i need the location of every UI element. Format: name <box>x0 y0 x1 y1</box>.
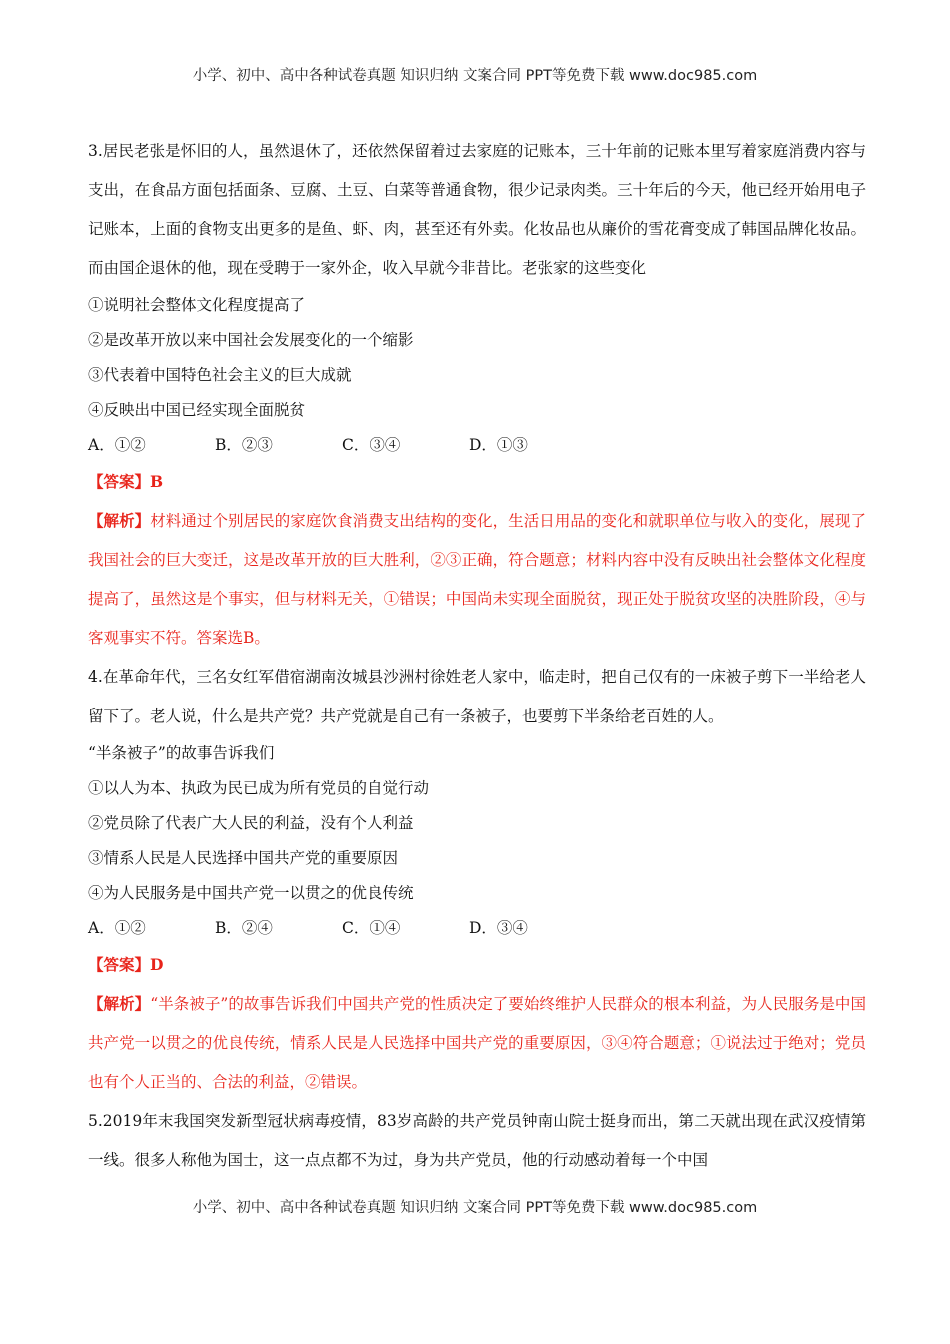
question-4-option-2: ②党员除了代表广大人民的利益，没有个人利益 <box>88 814 414 832</box>
question-4-option-3: ③情系人民是人民选择中国共产党的重要原因 <box>88 849 399 867</box>
question-4 <box>88 658 866 1102</box>
question-3-option-2: ②是改革开放以来中国社会发展变化的一个缩影 <box>88 331 414 349</box>
question-4-option-4: ④为人民服务是中国共产党一以贯之的优良传统 <box>88 884 414 902</box>
question-3-option-4: ④反映出中国已经实现全面脱贫 <box>88 401 306 419</box>
question-4-stem: 4.在革命年代，三名女红军借宿湖南汝城县沙洲村徐姓老人家中，临走时，把自己仅有的一床被子剪下一半给老人留下了。老人说，什么是共产党？共产党就是自己有一条被子，也要剪下半条给老百姓的人。 <box>88 668 866 725</box>
question-3-analysis-text: 材料通过个别居民的家庭饮食消费支出结构的变化，生活日用品的变化和就职单位与收入的变化，展现了我国社会的巨大变迁，这是改革开放的巨大胜利，②③正确，符合题意；材料内容中没有反映出社会整体文化程度提高了，虽然这是个事实，但与材料无关，①错误；中国尚未实现全面脱贫，现正处于脱贫攻坚的决胜阶段，④与客观事实不符。答案选B。 <box>88 512 866 647</box>
question-4-choice-d: D．③④ <box>469 919 528 937</box>
question-4-answer <box>88 946 866 984</box>
page-header: 小学、初中、高中各种试卷真题 知识归纳 文案合同 PPT等免费下载 www.doc985.com <box>192 68 758 84</box>
question-4-answer-value: D <box>150 955 164 974</box>
question-4-choices <box>88 911 866 946</box>
question-3-choice-d: D．①③ <box>469 436 528 454</box>
question-4-choice-a: A．①② <box>88 919 146 937</box>
question-3-answer <box>88 463 866 501</box>
question-3-choices <box>88 428 866 463</box>
question-4-option-1: ①以人为本、执政为民已成为所有党员的自觉行动 <box>88 779 430 797</box>
question-3-choice-b: B．②③ <box>215 436 273 454</box>
question-3-choice-c: C．③④ <box>342 436 401 454</box>
question-4-answer-label: 【答案】 <box>88 955 151 974</box>
question-4-analysis-label: 【解析】 <box>88 994 151 1013</box>
question-3 <box>88 132 866 658</box>
question-3-choice-a: A．①② <box>88 436 146 454</box>
question-4-stem-tail: “半条被子”的故事告诉我们 <box>88 744 275 762</box>
question-3-stem: 3.居民老张是怀旧的人，虽然退休了，还依然保留着过去家庭的记账本，三十年前的记账本里写着家庭消费内容与支出，在食品方面包括面条、豆腐、土豆、白菜等普通食物，很少记录肉类。三十年后的今天，他已经开始用电子记账本，上面的食物支出更多的是鱼、虾、肉，甚至还有外卖。化妆品也从廉价的雪花膏变成了韩国品牌化妆品。而由国企退休的他，现在受聘于一家外企，收入早就今非昔比。老张家的这些变化 <box>88 142 866 277</box>
question-3-option-3: ③代表着中国特色社会主义的巨大成就 <box>88 366 352 384</box>
question-3-answer-value: B <box>150 472 164 491</box>
question-4-choice-b: B．②④ <box>215 919 273 937</box>
question-4-analysis-text: “半条被子”的故事告诉我们中国共产党的性质决定了要始终维护人民群众的根本利益，为人民服务是中国共产党一以贯之的优良传统，情系人民是人民选择中国共产党的重要原因，③④符合题意；①说法过于绝对；党员也有个人正当的、合法的利益，②错误。 <box>88 995 866 1091</box>
question-3-answer-label: 【答案】 <box>88 472 151 491</box>
question-3-option-1: ①说明社会整体文化程度提高了 <box>88 296 306 314</box>
question-5 <box>88 1102 866 1180</box>
question-3-analysis-label: 【解析】 <box>88 511 151 530</box>
question-4-choice-c: C．①④ <box>342 919 401 937</box>
question-5-stem: 5.2019年末我国突发新型冠状病毒疫情，83岁高龄的共产党员钟南山院士挺身而出，第二天就出现在武汉疫情第一线。很多人称他为国士，这一点点都不为过，身为共产党员，他的行动感动着每一个中国 <box>88 1112 866 1169</box>
question-3-analysis <box>88 501 866 658</box>
document-body <box>88 132 866 1180</box>
page-footer: 小学、初中、高中各种试卷真题 知识归纳 文案合同 PPT等免费下载 www.doc985.com <box>192 1200 758 1216</box>
question-4-analysis <box>88 984 866 1102</box>
